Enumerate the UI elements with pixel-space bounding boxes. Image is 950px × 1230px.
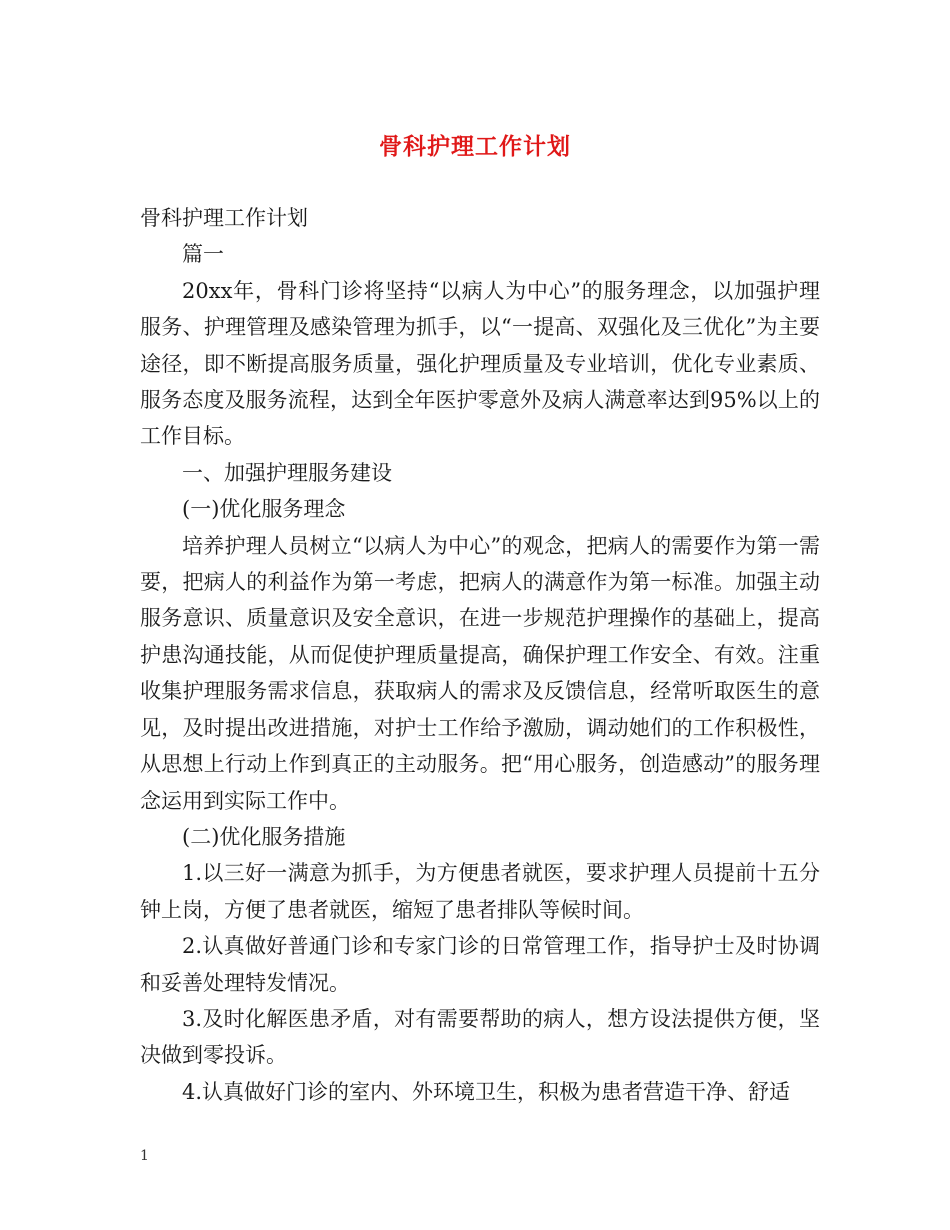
paragraph: 一、加强护理服务建设 <box>182 460 392 485</box>
paragraph: (一)优化服务理念 <box>182 497 346 522</box>
paragraph: 培养护理人员树立“以病人为中心”的观念，把病人的需要作为第一需要，把病人的利益作为第一考虑，把病人的满意作为第一标准。加强主动服务意识、质量意识及安全意识，在进一步规范护理操作的基础上，提高护患沟通技能，从而促使护理质量提高，确保护理工作安全、有效。注重收集护理服务需求信息，获取病人的需求及反馈信息，经常听取医生的意见，及时提出改进措施，对护士工作给予激励，调动她们的工作积极性，从思想上行动上作到真正的主动服务。把“用心服务，创造感动”的服务理念运用到实际工作中。 <box>140 533 820 813</box>
paragraph: 篇一 <box>182 242 224 267</box>
paragraph: (二)优化服务措施 <box>182 824 346 849</box>
paragraph: 1.以三好一满意为抓手，为方便患者就医，要求护理人员提前十五分钟上岗，方便了患者就医，缩短了患者排队等候时间。 <box>140 861 820 922</box>
document-body <box>140 200 820 1110</box>
paragraph: 4.认真做好门诊的室内、外环境卫生，积极为患者营造干净、舒适 <box>182 1079 791 1104</box>
paragraph: 骨科护理工作计划 <box>140 206 308 230</box>
paragraph: 2.认真做好普通门诊和专家门诊的日常管理工作，指导护士及时协调和妥善处理特发情况。 <box>140 934 820 995</box>
page-number: 1 <box>140 1148 149 1164</box>
paragraph: 3.及时化解医患矛盾，对有需要帮助的病人，想方设法提供方便，坚决做到零投诉。 <box>140 1006 820 1068</box>
paragraph: 20xx年，骨科门诊将坚持“以病人为中心”的服务理念，以加强护理服务、护理管理及感染管理为抓手，以“一提高、双强化及三优化”为主要途径，即不断提高服务质量，强化护理质量及专业培训，优化专业素质、服务态度及服务流程，达到全年医护零意外及病人满意率达到95%以上的工作目标。 <box>140 278 820 449</box>
document-title: 骨科护理工作计划 <box>379 133 571 160</box>
